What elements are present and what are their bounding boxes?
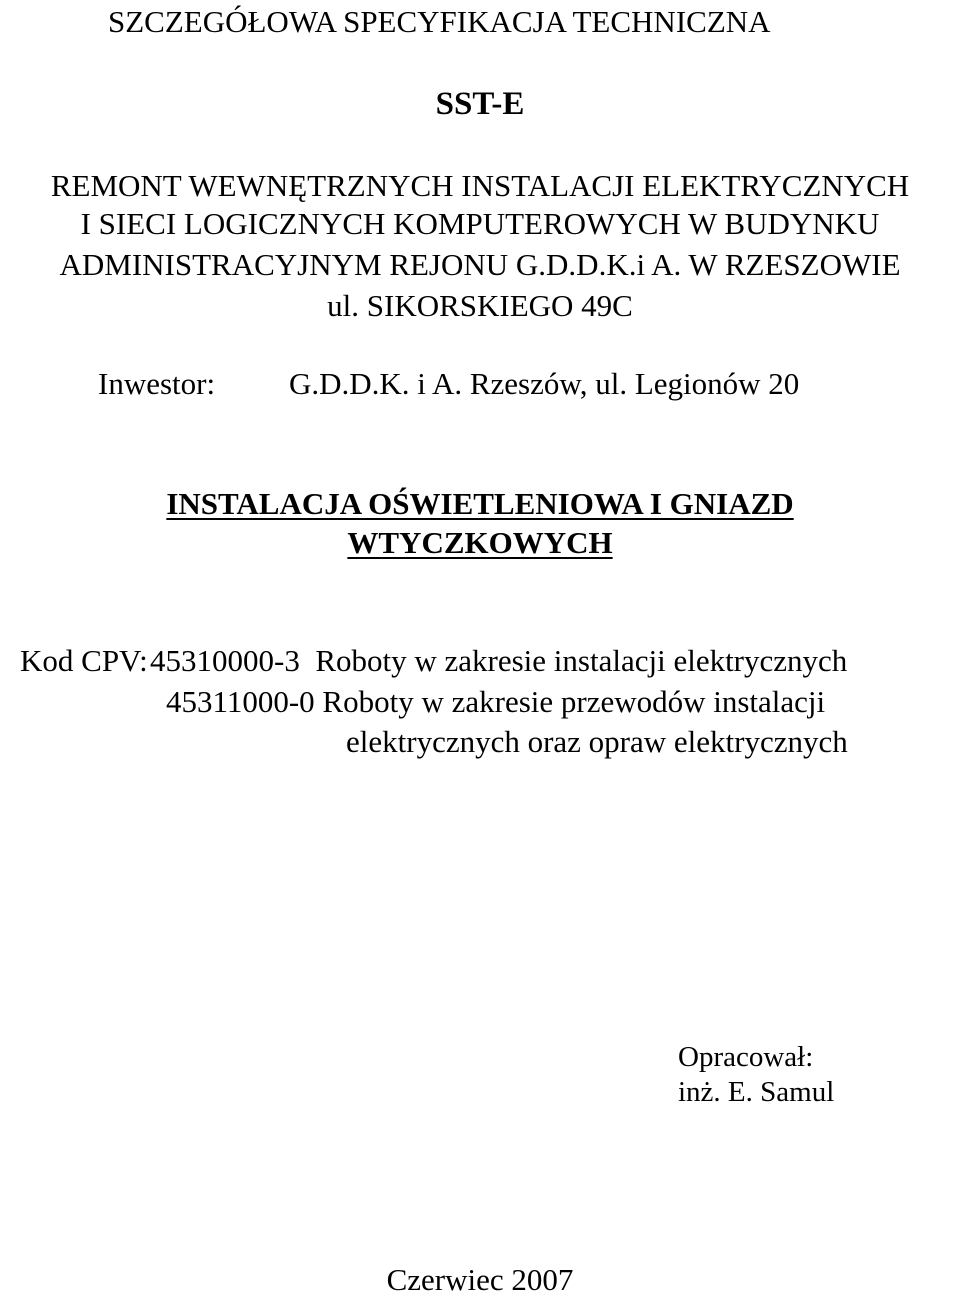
author-name: inż. E. Samul xyxy=(678,1076,835,1108)
section-title-line-2: WTYCZKOWYCH xyxy=(347,525,613,560)
cpv-label: Kod CPV: xyxy=(20,643,148,678)
project-line-4: ul. SIKORSKIEGO 49C xyxy=(327,288,633,323)
project-line-2: I SIECI LOGICZNYCH KOMPUTEROWYCH W BUDYNKU xyxy=(80,206,880,241)
cpv-entry-2: 45311000-0 Roboty w zakresie przewodów instalacji xyxy=(166,684,826,719)
investor-label: Inwestor: xyxy=(98,366,216,401)
investor-value: G.D.D.K. i A. Rzeszów, ul. Legionów 20 xyxy=(289,366,800,401)
document-date: Czerwiec 2007 xyxy=(386,1262,574,1297)
section-title-line-1: INSTALACJA OŚWIETLENIOWA I GNIAZD xyxy=(166,486,794,521)
project-line-1: REMONT WEWNĘTRZNYCH INSTALACJI ELEKTRYCZNYCH xyxy=(50,168,910,203)
spec-code: SST-E xyxy=(435,86,525,122)
spec-title: SZCZEGÓŁOWA SPECYFIKACJA TECHNICZNA xyxy=(108,4,771,39)
author-label: Opracował: xyxy=(678,1041,814,1073)
cpv-entry-3: elektrycznych oraz opraw elektrycznych xyxy=(346,724,848,759)
project-line-3: ADMINISTRACYJNYM REJONU G.D.D.K.i A. W RZESZOWIE xyxy=(59,247,901,282)
cpv-entry-1: 45310000-3 Roboty w zakresie instalacji elektrycznych xyxy=(150,643,848,678)
